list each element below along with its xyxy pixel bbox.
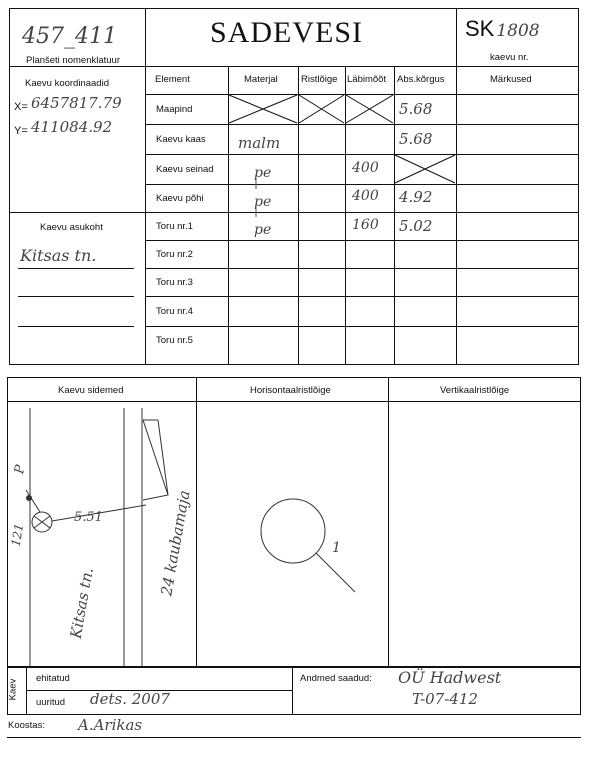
- footer-middle-divider: [292, 667, 293, 715]
- data-source-label: Andmed saadud:: [300, 673, 372, 684]
- nomenclature-value: 457_411: [22, 24, 117, 49]
- sk-prefix: SK: [465, 16, 495, 41]
- connections-label: Kaevu sidemed: [58, 385, 124, 396]
- built-label: ehitatud: [36, 673, 70, 684]
- nomenclature-label: Planšeti nomenklatuur: [26, 55, 120, 66]
- horizontal-section-label: Horisontaalristlõige: [250, 385, 331, 396]
- pohi-diameter: 400: [352, 188, 379, 204]
- pohi-material: pe: [254, 194, 272, 210]
- row-label: Kaevu kaas: [156, 134, 206, 145]
- row-label: Kaevu põhi: [156, 193, 204, 204]
- distance-label: 5.51: [74, 510, 103, 525]
- y-label: Y=: [14, 125, 28, 137]
- data-source-value-2: T-07-412: [412, 690, 478, 708]
- x-value: 6457817.79: [31, 94, 122, 112]
- seinad-diameter: 400: [352, 160, 379, 176]
- row-label: Kaevu seinad: [156, 164, 214, 175]
- footer-bottom-line: [7, 737, 581, 738]
- sk-value: 1808: [496, 21, 540, 41]
- toru1-material: pe: [254, 222, 272, 238]
- row-label: Toru nr.4: [156, 306, 193, 317]
- data-source-value-1: OÜ Hadwest: [398, 668, 502, 687]
- row-label: Maapind: [156, 104, 193, 115]
- vertical-section-label: Vertikaalristlõige: [440, 385, 510, 396]
- header-material: Materjal: [244, 74, 278, 85]
- row-label: Toru nr.2: [156, 249, 193, 260]
- compiled-label: Koostas:: [8, 720, 45, 731]
- header-height: Abs.kõrgus: [397, 74, 445, 85]
- maapind-height: 5.68: [399, 100, 433, 118]
- angle-label: 121: [8, 522, 27, 548]
- row-label: Toru nr.3: [156, 277, 193, 288]
- building-label: 24 kaubamaja: [157, 488, 194, 598]
- x-label: X=: [14, 101, 28, 113]
- location-value: Kitsas tn.: [20, 246, 97, 265]
- header-cross: Ristlõige: [301, 74, 338, 85]
- kaas-material: malm: [238, 134, 281, 152]
- location-label: Kaevu asukoht: [40, 222, 103, 233]
- surveyed-value: dets. 2007: [90, 690, 170, 708]
- street-label: Kitsas tn.: [66, 566, 97, 640]
- pohi-height: 4.92: [399, 188, 433, 206]
- row-label: Toru nr.1: [156, 221, 193, 232]
- kaev-label: Kaev: [7, 678, 19, 701]
- surveyed-label: uuritud: [36, 697, 66, 708]
- toru1-height: 5.02: [399, 217, 433, 235]
- kaas-height: 5.68: [399, 130, 433, 148]
- header-diameter: Läbimõõt: [347, 74, 387, 85]
- well-nr-label: kaevu nr.: [490, 52, 529, 63]
- header-notes: Märkused: [490, 74, 532, 85]
- compiled-value: A.Arikas: [78, 716, 143, 734]
- pipe-number-label: 1: [332, 540, 341, 556]
- header-element: Element: [155, 74, 190, 85]
- row-label: Toru nr.5: [156, 335, 193, 346]
- toru1-diameter: 160: [352, 217, 379, 233]
- p-label: P: [12, 463, 29, 476]
- footer-side-divider: [26, 667, 27, 715]
- y-value: 411084.92: [31, 118, 113, 136]
- seinad-material: pe: [254, 165, 272, 181]
- page-title: SADEVESI: [210, 16, 364, 49]
- coordinates-label: Kaevu koordinaadid: [25, 78, 109, 89]
